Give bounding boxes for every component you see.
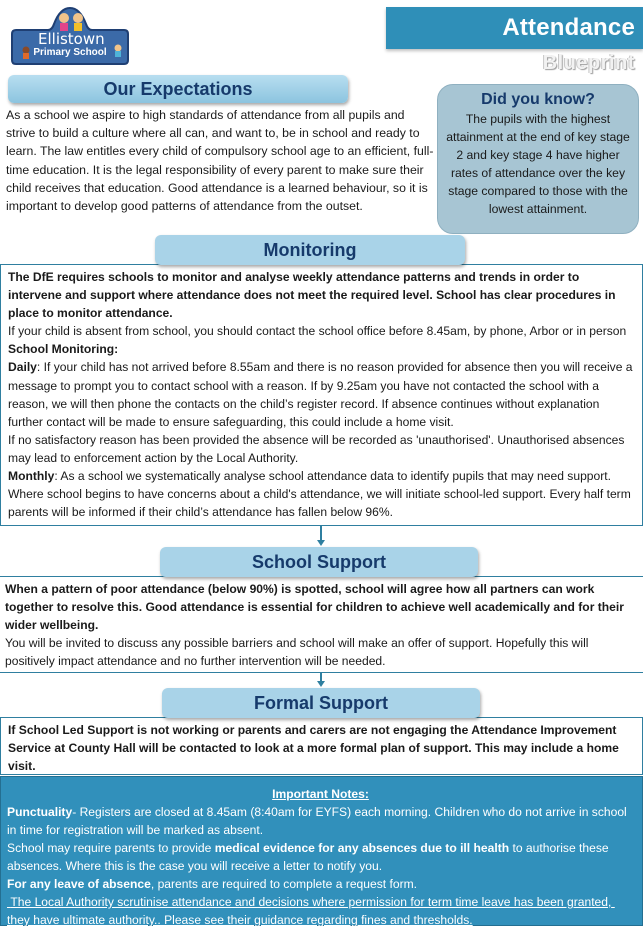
daily-text: : If your child has not arrived before 8.55am and there is no reason provided for absence then you will receive a message to prompt you to contact school with a reason. If by 9.25am you have not contacted the school with a reason, we will then phone the contacts on the child’s register record. If absence continues without explanation further contact will be made to ensure safeguarding, this could include a home visit.	[8, 360, 633, 429]
formal-support-heading: Formal Support	[162, 688, 480, 718]
flow-arrow-down-icon	[317, 681, 325, 687]
monitoring-heading: Monitoring	[155, 235, 465, 265]
expectations-body: As a school we aspire to high standards of attendance from all pupils and strive to build a culture where all can, and want to, be in school and ready to learn. The law entitles every child of compulsory school age to an efficient, full-time education. It is the legal responsibility of every parent to make sure their child receives that education. Good attendance is a learned behaviour, so it is important to develop good patterns of attendance from the outset.	[6, 108, 434, 214]
flow-connector-line	[320, 526, 322, 540]
logo-subname: Primary School	[33, 47, 107, 58]
page-title: Attendance	[502, 14, 635, 41]
monitoring-absence-contact: If your child is absent from school, you should contact the school office before 8.45am, by phone, Arbor or in person	[8, 324, 627, 339]
did-you-know-callout	[437, 84, 639, 234]
school-support-heading: School Support	[160, 547, 478, 577]
monitoring-daily	[8, 358, 634, 430]
school-support-section	[0, 576, 643, 673]
monthly-text: : As a school we systematically analyse school attendance data to identify pupils that may need support. Where school begins to have concerns about a child's attendance, we will initiate school-led support. Every half term parents will be informed if their child’s attendance has fallen below 96%.	[8, 469, 631, 520]
important-notes-heading: Important Notes:	[272, 787, 369, 801]
expectations-heading: Our Expectations	[8, 75, 348, 103]
monthly-label: Monthly	[8, 469, 55, 484]
logo-name: Ellistown	[38, 30, 105, 48]
formal-support-body: If School Led Support is not working or parents and carers are not engaging the Attendance Improvement Service at County Hall will be contacted to look at a more formal plan of support. This may include a home visit.	[8, 723, 619, 774]
leave-note	[7, 875, 634, 893]
flow-connector-line	[320, 673, 322, 681]
school-support-intro: When a pattern of poor attendance (below 90%) is spotted, school will agree how all partners can work together to resolve this. Good attendance is essential for children to achieve well academically and for their wider wellbeing.	[5, 582, 624, 633]
did-you-know-heading: Did you know?	[481, 91, 595, 108]
monitoring-section	[0, 264, 643, 526]
medical-evidence-note	[7, 839, 634, 875]
school-monitoring-label: School Monitoring:	[8, 342, 119, 357]
flow-arrow-down-icon	[317, 540, 325, 546]
local-authority-note: The Local Authority scrutinise attendance and decisions where permission for term time leave has been granted, they have ultimate authority.. Please see their guidance regarding fines and thresholds.	[7, 895, 615, 927]
punctuality-text: - Registers are closed at 8.45am (8:40am for EYFS) each morning. Children who do not arrive in school in time for registration will be marked as absent.	[7, 805, 627, 837]
monitoring-unauthorised: If no satisfactory reason has been provided the absence will be recorded as 'unauthorised'. Unauthorised absences may lead to enforcement action by the Local Authority.	[8, 432, 625, 465]
monitoring-monthly	[8, 467, 634, 521]
monitoring-intro: The DfE requires schools to monitor and analyse weekly attendance patterns and trends in order to intervene and support where attendance does not meet the required level. School has clear procedures in place to monitor attendance.	[8, 270, 616, 321]
daily-label: Daily	[8, 360, 37, 375]
important-notes-panel	[0, 776, 643, 926]
school-support-body: You will be invited to discuss any possible barriers and school will make an offer of support. Hopefully this will positively impact attendance and no further intervention will be needed.	[5, 636, 589, 669]
punctuality-note	[7, 803, 634, 839]
page-subtitle: Blueprint	[542, 52, 635, 74]
leave-bold: For any leave of absence	[7, 877, 151, 891]
medical-bold: medical evidence for any absences due to ill health	[214, 841, 510, 855]
did-you-know-body: The pupils with the highest attainment at the end of key stage 2 and key stage 4 have higher rates of attendance over the key stage compared to those with the lowest attainment.	[446, 112, 630, 216]
school-logo	[8, 4, 132, 66]
punctuality-label: Punctuality	[7, 805, 73, 819]
formal-support-section	[0, 717, 643, 775]
title-banner	[386, 7, 643, 49]
leave-text: , parents are required to complete a request form.	[150, 877, 418, 891]
medical-pre: School may require parents to provide	[7, 841, 215, 855]
medical-post: to authorise these absences. Where this is the case you will receive a letter to notify you.	[7, 841, 609, 873]
